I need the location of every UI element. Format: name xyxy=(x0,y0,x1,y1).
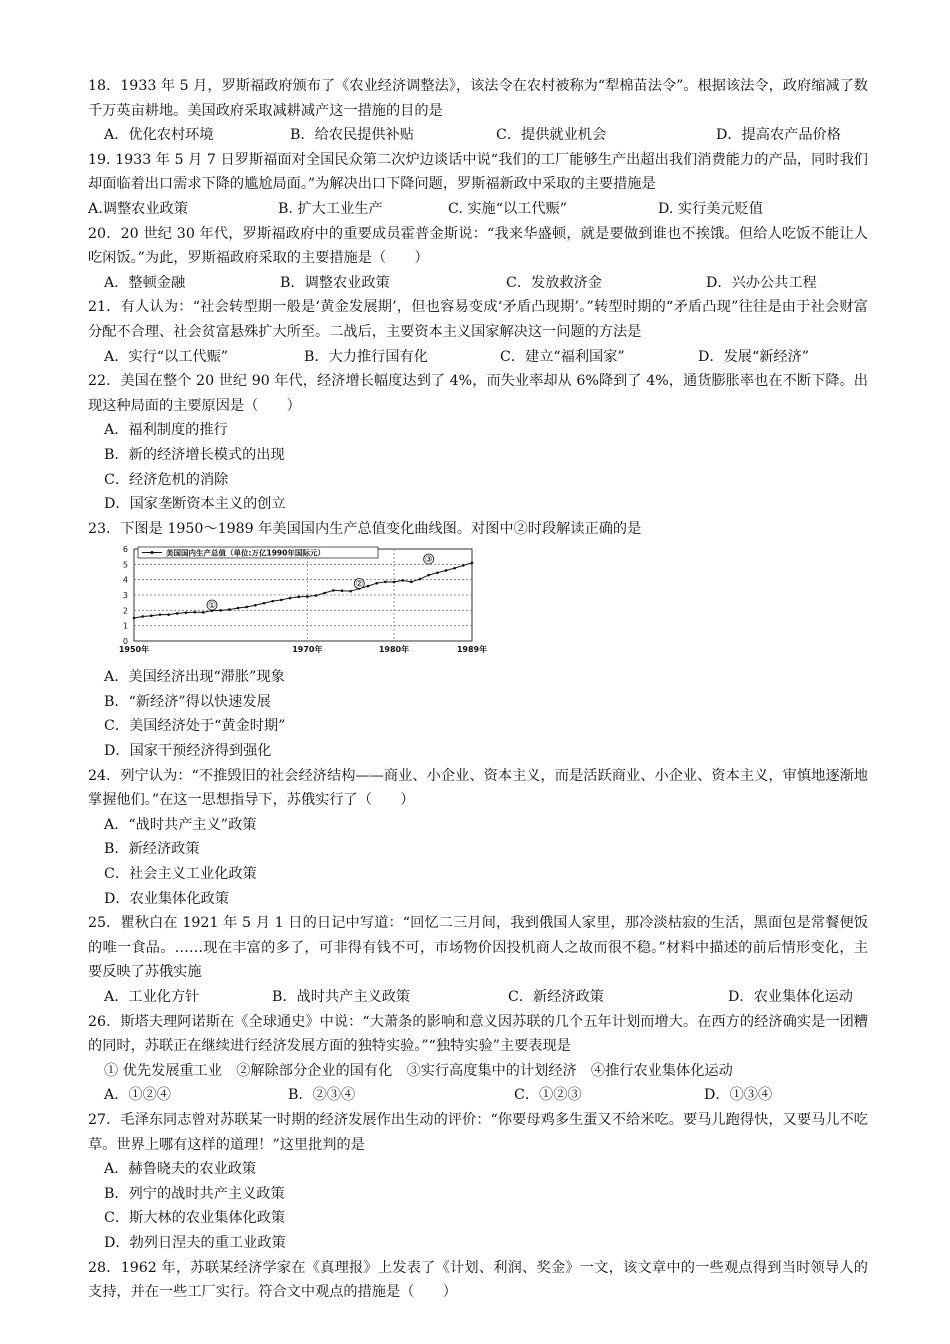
option-a[interactable]: A．①②④ xyxy=(104,1087,171,1104)
gdp-data-point xyxy=(436,572,439,575)
gdp-data-point xyxy=(133,617,136,620)
option-grid xyxy=(88,813,868,911)
statement-items: ① 优先发展重工业 ②解除部分企业的国有化 ③实行高度集中的计划经济 ④推行农业集体化运动 xyxy=(104,1062,733,1079)
option-row xyxy=(88,1083,868,1108)
gdp-data-point xyxy=(150,615,153,618)
option-row xyxy=(88,271,868,296)
question-stem: 28．1962 年，苏联某经济学家在《真理报》上发表了《计划、利润、奖金》一文，该文章中的一些观点得到当时领导人的支持，并在一些工厂实行。符合文中观点的措施是（ ） xyxy=(88,1259,868,1301)
question-25 xyxy=(88,911,868,1009)
option-c[interactable]: C．经济危机的消除 xyxy=(104,471,229,488)
option-b[interactable]: B．调整农业政策 xyxy=(280,274,390,291)
option-b[interactable]: B．“新经济”得以快速发展 xyxy=(104,693,271,710)
option-c[interactable]: C．新经济政策 xyxy=(508,989,604,1005)
question-21 xyxy=(88,295,868,369)
option-grid xyxy=(88,418,868,516)
question-stem: 25．瞿秋白在 1921 年 5 月 1 日的日记中写道：“回忆二三月间，我到俄国人家里，那冷淡枯寂的生活，黑面包是常餐便饭的唯一食品。……现在丰富的多了，可非得有钱不可，市场物价因投机商人之故而很不稳。”材料中描述的前后情形变化，主要反映了苏俄实施 xyxy=(88,915,868,981)
option-a[interactable]: A．福利制度的推行 xyxy=(104,422,228,439)
gdp-data-point xyxy=(306,596,309,599)
question-stem: 24．列宁认为：“不推毁旧的社会经济结构——商业、小企业、资本主义，而是活跃商业、小企业、资本主义，审慎地逐渐地掌握他们。”在这一思想指导下，苏俄实行了（ ） xyxy=(88,767,868,809)
x-tick-label: 1970年 xyxy=(292,645,323,655)
y-tick-label: 5 xyxy=(122,560,128,570)
gdp-data-point xyxy=(263,602,266,605)
y-tick-label: 3 xyxy=(122,591,128,601)
gdp-data-point xyxy=(471,562,474,565)
period-marker-label: ① xyxy=(207,601,217,612)
period-marker-label: ③ xyxy=(424,555,433,566)
question-stem: 19. 1933 年 5 月 7 日罗斯福面对全国民众第二次炉边谈话中说“我们的工厂能够生产出超出我们消费能力的产品，同时我们却面临着出口需求下降的尴尬局面。”为解决出口下降问题，罗斯福新政中采取的主要措施是 xyxy=(88,151,868,193)
option-a[interactable]: A．整顿金融 xyxy=(104,274,186,291)
period-marker-label: ② xyxy=(355,579,364,590)
gdp-data-point xyxy=(245,606,248,609)
question-stem: 26．斯塔夫理阿诺斯在《全球通史》中说：“大萧条的影响和意义因苏联的几个五年计划而增大。在西方的经济确实是一团糟的同时，苏联正在继续进行经济发展方面的独特实验。”“独特实验”主要表现是 xyxy=(88,1013,868,1055)
gdp-data-point xyxy=(367,585,370,588)
gdp-data-point xyxy=(375,582,378,585)
option-a[interactable]: A．“战时共产主义”政策 xyxy=(104,816,257,833)
option-grid xyxy=(88,1157,868,1255)
y-tick-label: 1 xyxy=(122,621,128,631)
x-tick-label: 1989年 xyxy=(456,645,488,655)
gdp-data-point xyxy=(297,596,300,599)
option-d[interactable]: D．国家垄断资本主义的创立 xyxy=(104,496,286,513)
option-d[interactable]: D．国家干预经济得到强化 xyxy=(104,743,272,760)
gdp-data-point xyxy=(228,609,231,612)
question-stem: 27．毛泽东同志曾对苏联某一时期的经济发展作出生动的评价：“你要母鸡多生蛋又不给米吃。要马儿跑得快，又要马儿不吃草。世界上哪有这样的道理！”这里批判的是 xyxy=(88,1111,868,1153)
option-c[interactable]: C．斯大林的农业集体化政策 xyxy=(104,1210,286,1227)
gdp-data-point xyxy=(193,611,196,614)
gdp-chart xyxy=(88,543,868,659)
option-a[interactable]: A．工业化方针 xyxy=(104,989,200,1005)
y-tick-label: 0 xyxy=(122,637,128,647)
option-d[interactable]: D．兴办公共工程 xyxy=(706,274,817,291)
gdp-data-point xyxy=(176,612,179,615)
question-19 xyxy=(88,148,868,222)
gdp-data-point xyxy=(159,614,162,617)
gdp-data-point xyxy=(401,579,404,582)
question-stem: 18．1933 年 5 月，罗斯福政府颁布了《农业经济调整法》，该法令在农村被称为“犁棉苗法令”。根据该法令，政府缩减了数千万英亩耕地。美国政府采取减耕减产这一措施的目的是 xyxy=(88,78,868,119)
question-20 xyxy=(88,222,868,296)
option-b[interactable]: B．大力推行国有化 xyxy=(304,348,428,365)
gdp-data-point xyxy=(349,590,352,593)
gdp-data-point xyxy=(341,590,344,593)
legend-marker xyxy=(151,551,154,554)
question-23 xyxy=(88,517,868,764)
gdp-data-point xyxy=(427,574,430,577)
gdp-line-chart xyxy=(88,543,488,659)
gdp-data-point xyxy=(453,567,456,570)
option-b[interactable]: B．②③④ xyxy=(288,1087,356,1104)
gdp-data-point xyxy=(219,609,222,612)
option-b[interactable]: B. 扩大工业生产 xyxy=(278,200,383,217)
question-22 xyxy=(88,369,868,517)
gdp-data-point xyxy=(384,581,387,584)
y-tick-label: 2 xyxy=(122,606,128,616)
gdp-data-point xyxy=(185,612,188,615)
option-c[interactable]: C．提供就业机会 xyxy=(496,127,607,144)
question-18 xyxy=(88,74,868,148)
option-d[interactable]: D．提高农产品价格 xyxy=(716,127,841,144)
gdp-data-point xyxy=(315,594,318,597)
x-tick-label: 1980年 xyxy=(378,645,410,655)
gdp-data-point xyxy=(393,581,396,584)
question-stem: 21．有人认为：“社会转型期一般是‘黄金发展期’，但也容易变成‘矛盾凸现期’。”转型时期的“矛盾凸现”往往是由于社会财富分配不合理、社会贫富悬殊扩大所至。二战后，主要资本主义国家解决这一问题的方法是 xyxy=(88,299,868,340)
question-27 xyxy=(88,1108,868,1256)
option-d[interactable]: D．①③④ xyxy=(704,1087,773,1104)
gdp-data-point xyxy=(202,611,205,614)
gdp-data-point xyxy=(167,614,170,617)
gdp-data-point xyxy=(332,589,335,592)
question-28 xyxy=(88,1256,868,1305)
option-row xyxy=(88,197,868,222)
option-a[interactable]: A．美国经济出现“滞胀”现象 xyxy=(104,669,285,686)
question-page xyxy=(88,74,868,1305)
option-b[interactable]: B．战时共产主义政策 xyxy=(272,989,411,1005)
option-c[interactable]: C．建立“福利国家” xyxy=(500,348,625,365)
gdp-data-point xyxy=(323,592,326,595)
option-c[interactable]: C．社会主义工业化政策 xyxy=(104,866,257,883)
option-c[interactable]: C．美国经济处于“黄金时期” xyxy=(104,718,286,735)
question-26 xyxy=(88,1010,868,1108)
gdp-data-point xyxy=(289,597,292,600)
question-stem: 23．下图是 1950～1989 年美国国内生产总值变化曲线图。对图中②时段解读正确的是 xyxy=(88,520,642,537)
question-stem: 22．美国在整个 20 世纪 90 年代，经济增长幅度达到了 4%，而失业率却从 6%降到了 4%，通货膨胀率也在不断下降。出现这种局面的主要原因是（ ） xyxy=(88,373,868,414)
question-stem: 20．20 世纪 30 年代，罗斯福政府中的重要成员霍普金斯说：“我来华盛顿，就是要做到谁也不挨饿。但给人吃饭不能让人吃闲饭。”为此，罗斯福政府采取的主要措施是（ ） xyxy=(88,225,868,267)
gdp-data-point xyxy=(445,569,448,572)
gdp-data-point xyxy=(254,604,257,607)
option-c[interactable]: C．①②③ xyxy=(514,1087,582,1104)
legend-label: 美国国内生产总值（单位:万亿1990年国际元） xyxy=(166,548,325,558)
x-tick-label: 1950年 xyxy=(118,645,150,655)
gdp-data-point xyxy=(462,564,465,567)
gdp-data-point xyxy=(237,607,240,610)
option-d[interactable]: D．勃列日涅夫的重工业政策 xyxy=(104,1234,286,1251)
gdp-data-point xyxy=(410,581,413,584)
option-d[interactable]: D. 实行美元贬值 xyxy=(658,200,764,217)
option-a[interactable]: A．实行“以工代赈” xyxy=(104,348,229,365)
option-a[interactable]: A.调整农业政策 xyxy=(88,200,188,217)
question-24 xyxy=(88,764,868,912)
gdp-data-point xyxy=(419,578,422,581)
option-d[interactable]: D．农业集体化运动 xyxy=(728,989,853,1005)
option-c[interactable]: C．发放救济金 xyxy=(506,274,602,291)
y-tick-label: 6 xyxy=(122,545,128,555)
option-b[interactable]: B．给农民提供补贴 xyxy=(290,127,414,144)
option-b[interactable]: B．新的经济增长模式的出现 xyxy=(104,446,285,463)
gdp-data-point xyxy=(271,600,274,603)
option-b[interactable]: B．列宁的战时共产主义政策 xyxy=(104,1185,285,1202)
gdp-series-line xyxy=(134,563,472,618)
option-d[interactable]: D．发展“新经济” xyxy=(698,348,810,365)
y-tick-label: 4 xyxy=(122,575,128,585)
option-grid xyxy=(88,665,868,763)
option-row xyxy=(88,345,868,370)
option-b[interactable]: B．新经济政策 xyxy=(104,841,200,858)
option-a[interactable]: A．赫鲁晓夫的农业政策 xyxy=(104,1161,257,1178)
option-d[interactable]: D．农业集体化政策 xyxy=(104,890,229,907)
gdp-data-point xyxy=(280,599,283,602)
option-a[interactable]: A．优化农村环境 xyxy=(104,127,214,144)
option-c[interactable]: C. 实施“以工代赈” xyxy=(448,200,568,217)
gdp-data-point xyxy=(141,615,144,618)
